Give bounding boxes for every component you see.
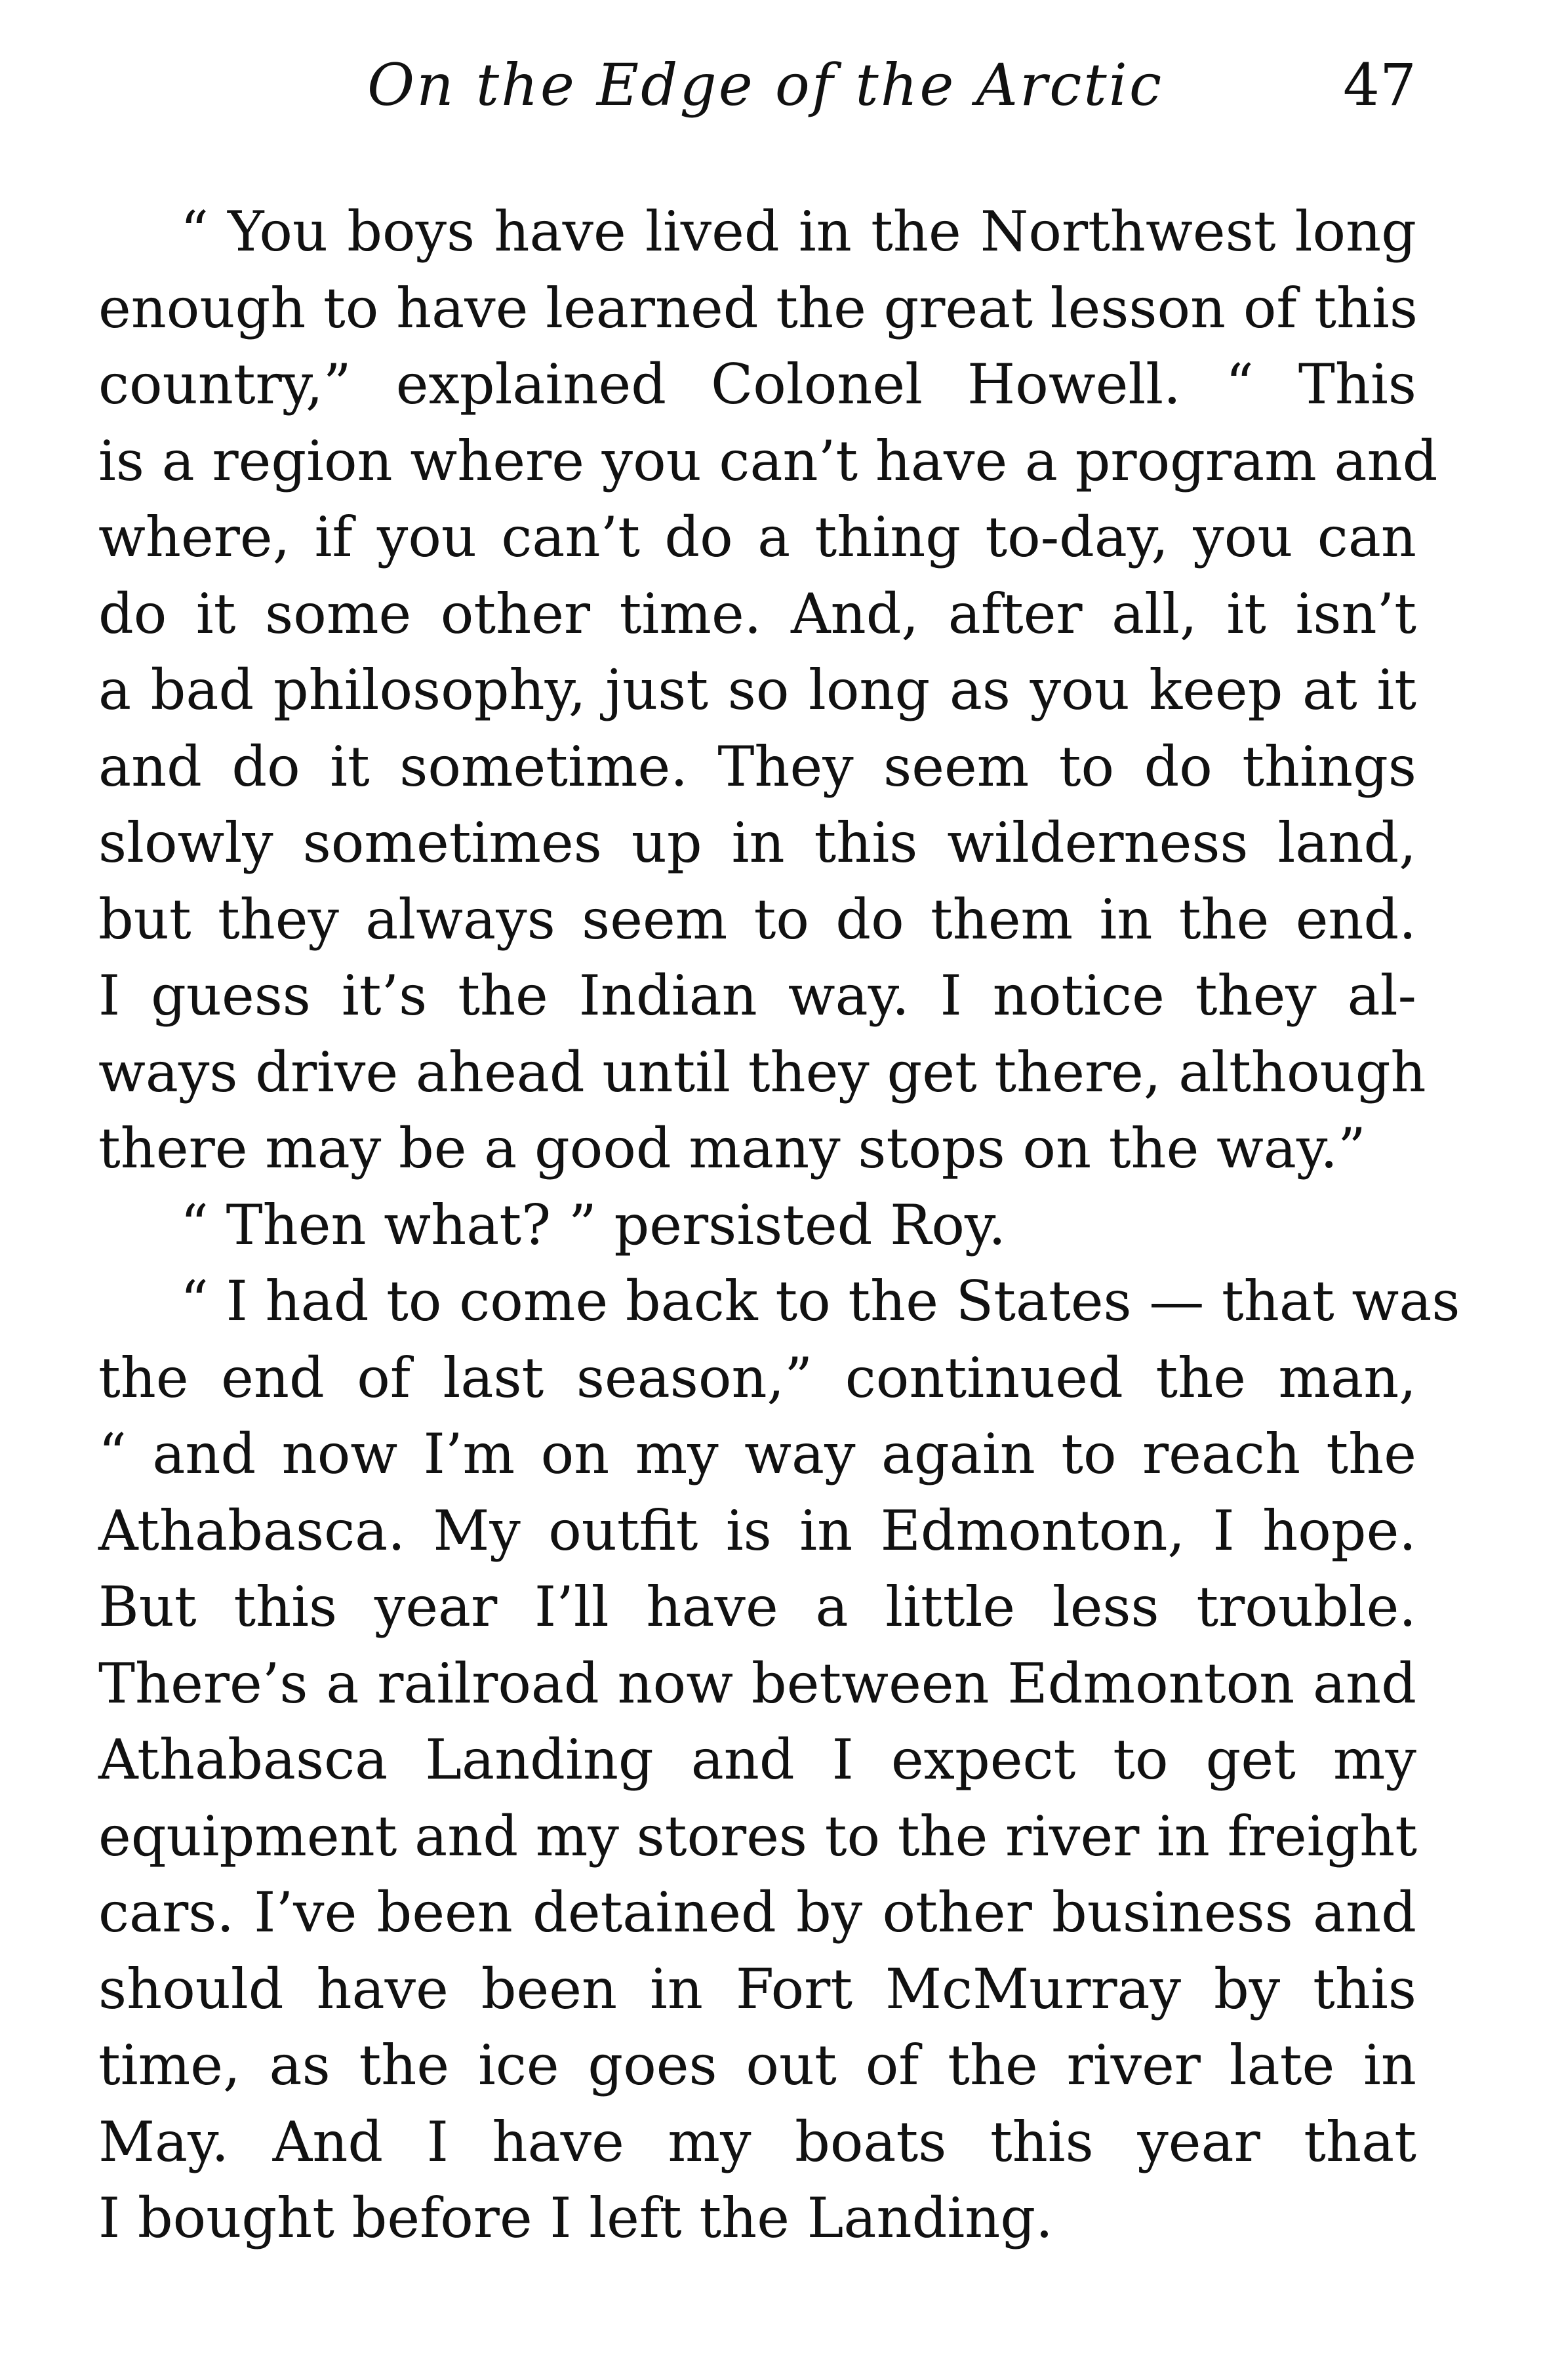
text-line: slowly sometimes up in this wilderness land, — [98, 811, 1416, 875]
text-line: do it some other time. And, after all, it isn’t — [98, 581, 1416, 646]
text-line: “ and now I’m on my way again to reach the — [98, 1422, 1416, 1486]
text-line: Athabasca Landing and I expect to get my — [98, 1727, 1416, 1792]
text-line: “ Then what? ” persisted Roy. — [180, 1192, 1006, 1257]
text-line: a bad philosophy, just so long as you keep at it — [98, 658, 1416, 722]
text-line: time, as the ice goes out of the river late in — [98, 2033, 1416, 2097]
text-line: country,” explained Colonel Howell. “ This — [98, 352, 1416, 416]
text-line: I guess it’s the Indian way. I notice they al- — [98, 963, 1416, 1028]
text-line: is a region where you can’t have a program and — [98, 428, 1438, 493]
body-text — [98, 193, 1460, 2257]
text-line: and do it sometime. They seem to do things — [98, 734, 1416, 799]
text-line: I bought before I left the Landing. — [98, 2186, 1053, 2250]
text-line: where, if you can’t do a thing to-day, you can — [98, 505, 1416, 569]
text-line: there may be a good many stops on the way.” — [98, 1116, 1366, 1180]
page-number: 47 — [1343, 51, 1416, 119]
text-line: should have been in Fort McMurray by this — [98, 1956, 1416, 2021]
text-line: enough to have learned the great lesson of this — [98, 275, 1418, 340]
text-line: but they always seem to do them in the end. — [98, 887, 1416, 952]
text-line: ways drive ahead until they get there, although — [98, 1039, 1426, 1104]
text-line: “ I had to come back to the States — that was — [180, 1269, 1460, 1333]
text-line: May. And I have my boats this year that — [98, 2109, 1416, 2174]
text-line: There’s a railroad now between Edmonton and — [98, 1651, 1416, 1716]
running-title: On the Edge of the Arctic — [367, 51, 1164, 119]
text-line: “ You boys have lived in the Northwest long — [180, 199, 1416, 264]
text-line: cars. I’ve been detained by other business and — [98, 1880, 1416, 1945]
text-line: the end of last season,” continued the man, — [98, 1345, 1416, 1410]
running-head — [98, 46, 1416, 125]
text-line: equipment and my stores to the river in freight — [98, 1804, 1418, 1868]
text-line: Athabasca. My outfit is in Edmonton, I hope. — [98, 1498, 1416, 1563]
text-line: But this year I’ll have a little less trouble. — [98, 1575, 1416, 1639]
